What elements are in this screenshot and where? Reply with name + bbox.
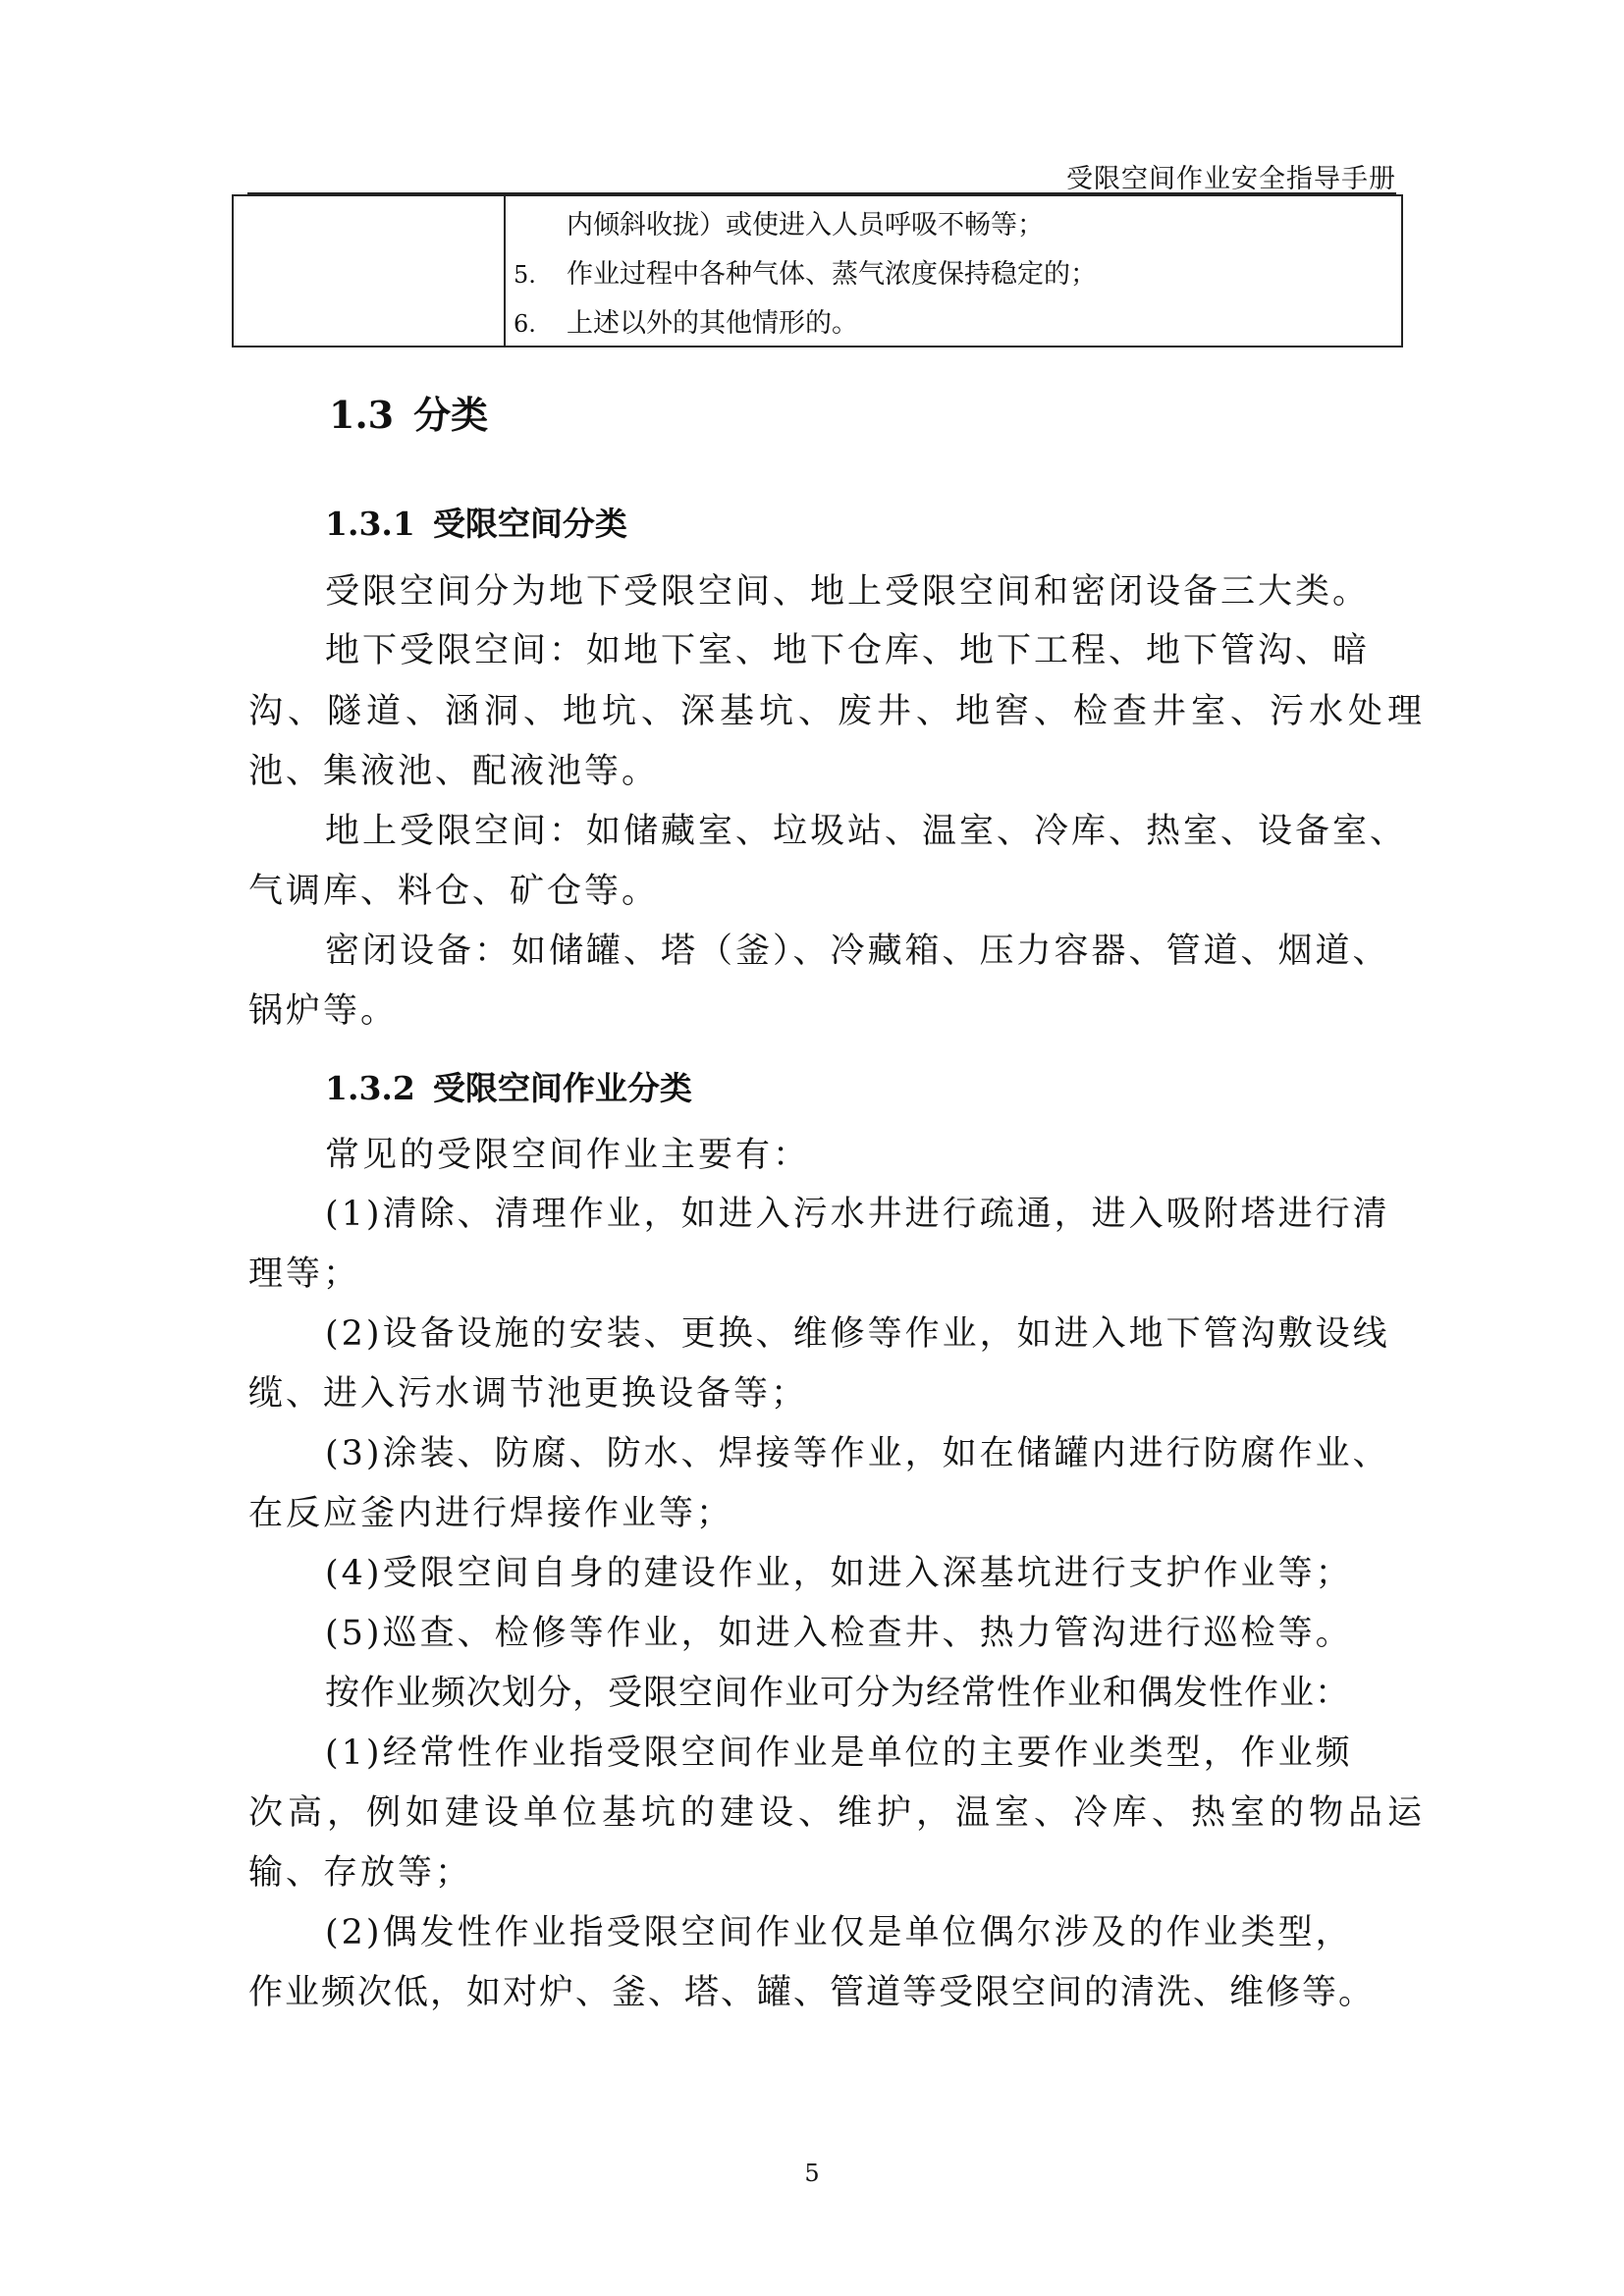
table-row-number: 5. <box>514 261 536 289</box>
paragraph-line: 在反应釜内进行焊接作业等； <box>248 1494 734 1533</box>
paragraph-line: (4)受限空间自身的建设作业，如进入深基坑进行支护作业等； <box>325 1554 1353 1593</box>
paragraph-line: 输、存放等； <box>248 1853 473 1893</box>
section-number: 1.3.2 <box>325 1069 415 1107</box>
table-left-cell <box>234 196 506 346</box>
section-heading-1-3-1 <box>325 499 627 545</box>
section-title: 分类 <box>413 393 489 437</box>
paragraph-line: 密闭设备：如储罐、塔（釜）、冷藏箱、压力容器、管道、烟道、 <box>325 932 1390 971</box>
section-heading-1-3 <box>329 385 488 439</box>
paragraph-line: 气调库、料仓、矿仓等。 <box>248 872 660 911</box>
paragraph-line: 受限空间分为地下受限空间、地上受限空间和密闭设备三大类。 <box>325 572 1371 612</box>
paragraph-line: 池、集液池、配液池等。 <box>248 752 660 791</box>
section-heading-1-3-2 <box>325 1063 692 1109</box>
table-row-text: 内倾斜收拢）或使进入人员呼吸不畅等； <box>567 210 1044 240</box>
paragraph-line: (1)经常性作业指受限空间作业是单位的主要作业类型，作业频 <box>325 1734 1353 1773</box>
table-row-text: 作业过程中各种气体、蒸气浓度保持稳定的； <box>567 259 1097 290</box>
section-title: 受限空间作业分类 <box>432 1069 692 1107</box>
paragraph-line: 缆、进入污水调节池更换设备等； <box>248 1374 809 1414</box>
paragraph-line: (5)巡查、检修等作业，如进入检查井、热力管沟进行巡检等。 <box>325 1614 1353 1653</box>
paragraph-line: (2)偶发性作业指受限空间作业仅是单位偶尔涉及的作业类型， <box>325 1913 1353 1952</box>
paragraph-line: 作业频次低，如对炉、釜、塔、罐、管道等受限空间的清洗、维修等。 <box>248 1973 1376 2012</box>
paragraph-line: (1)清除、清理作业，如进入污水井进行疏通，进入吸附塔进行清 <box>325 1195 1390 1234</box>
paragraph-line: (3)涂装、防腐、防水、焊接等作业，如在储罐内进行防腐作业、 <box>325 1434 1390 1473</box>
paragraph-line: 次高，例如建设单位基坑的建设、维护，温室、冷库、热室的物品运 <box>248 1793 1428 1833</box>
paragraph-line: 常见的受限空间作业主要有： <box>325 1136 811 1175</box>
table-row-text: 上述以外的其他情形的。 <box>567 308 858 339</box>
section-title: 受限空间分类 <box>432 505 627 543</box>
table-row <box>514 201 1624 250</box>
paragraph-line: 地下受限空间：如地下室、地下仓库、地下工程、地下管沟、暗 <box>325 631 1371 670</box>
paragraph-line: 沟、隧道、涵洞、地坑、深基坑、废井、地窖、检查井室、污水处理 <box>248 692 1428 731</box>
table-row-number: 6. <box>514 310 536 338</box>
page-number: 5 <box>804 2160 820 2187</box>
section-number: 1.3 <box>329 393 395 437</box>
table-row <box>514 250 1624 299</box>
paragraph-line: 地上受限空间：如储藏室、垃圾站、温室、冷库、热室、设备室、 <box>325 812 1408 851</box>
section-number: 1.3.1 <box>325 505 415 543</box>
running-header: 受限空间作业安全指导手册 <box>1066 164 1396 194</box>
table-row <box>514 299 1624 348</box>
paragraph-line: 按作业频次划分，受限空间作业可分为经常性作业和偶发性作业： <box>325 1674 1351 1713</box>
paragraph-line: (2)设备设施的安装、更换、维修等作业，如进入地下管沟敷设线 <box>325 1314 1390 1354</box>
paragraph-line: 锅炉等。 <box>248 991 399 1031</box>
paragraph-line: 理等； <box>248 1255 361 1294</box>
